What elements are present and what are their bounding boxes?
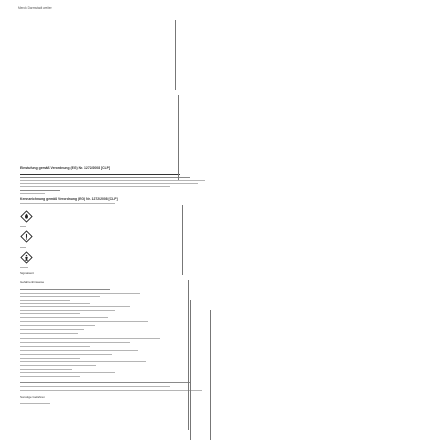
text-line [20, 293, 140, 294]
margin-line [210, 310, 211, 440]
text-line [20, 190, 60, 191]
text-line [20, 303, 90, 304]
section-title-label-elements: Kennzeichnung gemäß Verordnung (EG) Nr. 1272/2008 [CLP] [20, 197, 118, 201]
text-line [20, 310, 115, 311]
section-title-classification: Einstufung gemäß Verordnung (EG) Nr. 1272/2008 [CLP] [20, 166, 111, 170]
health-hazard-pictogram-icon [20, 251, 33, 264]
margin-line [182, 205, 183, 275]
exclamation-pictogram-icon [20, 230, 33, 243]
text-line [20, 354, 112, 355]
text-line [20, 333, 78, 334]
text-line [20, 369, 72, 370]
text-line [20, 386, 170, 387]
text-line [20, 346, 90, 347]
text-line [20, 365, 96, 366]
text-line [20, 193, 45, 194]
margin-line [188, 280, 189, 430]
signal-word-label: Signalwort [20, 271, 35, 275]
text-line [20, 226, 26, 227]
text-line [20, 183, 198, 184]
text-line [20, 403, 50, 404]
text-line [20, 329, 84, 330]
text-line [20, 342, 130, 343]
text-line [20, 180, 205, 181]
text-line [20, 306, 130, 307]
text-line [20, 177, 190, 178]
margin-line [190, 300, 191, 440]
text-line [20, 325, 95, 326]
flame-pictogram-icon [20, 210, 33, 223]
text-line [20, 186, 170, 187]
text-line [20, 390, 202, 391]
other-hazards-label: Sonstige Gefahren [20, 395, 46, 399]
text-line [20, 289, 110, 290]
text-line [20, 203, 115, 204]
page-header: Merck Darmstadt weiter [18, 6, 52, 10]
text-line [20, 382, 190, 383]
text-line [20, 313, 80, 314]
hazard-statements-label: Gefahrenhinweise [20, 280, 45, 284]
text-line [20, 317, 108, 318]
margin-line [178, 95, 179, 180]
text-line [20, 372, 115, 373]
text-line [20, 267, 28, 268]
text-line [20, 247, 26, 248]
text-line [20, 376, 80, 377]
text-line [20, 321, 148, 322]
divider [20, 174, 180, 175]
text-line [20, 358, 80, 359]
text-line [20, 361, 146, 362]
margin-line [175, 20, 176, 90]
text-line [20, 300, 70, 301]
text-line [20, 338, 160, 339]
text-line [20, 350, 138, 351]
text-line [20, 296, 100, 297]
